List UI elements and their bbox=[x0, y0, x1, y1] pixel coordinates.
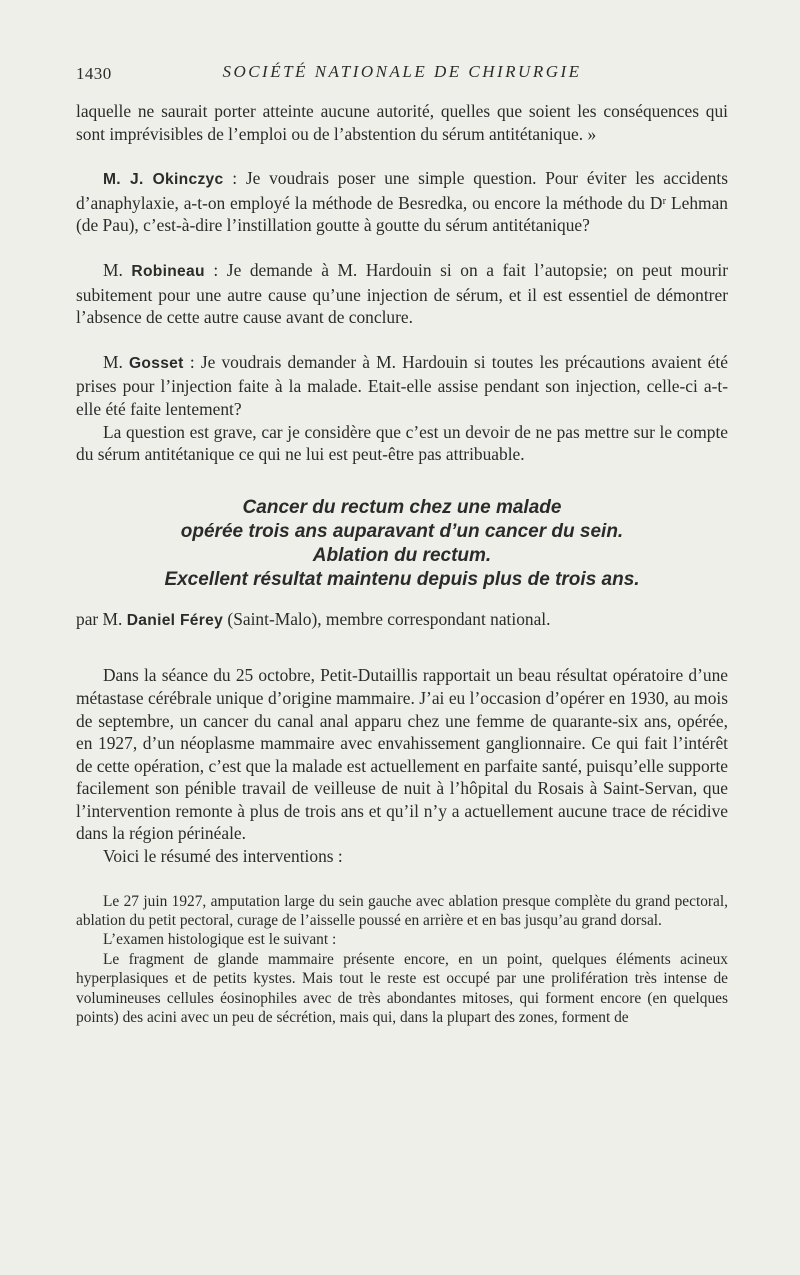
article-intro-paragraph: Dans la séance du 25 octobre, Petit-Dutaillis rapportait un beau résultat opératoire d’une métastase cérébrale unique d’origine mammaire. J’ai eu l’occasion d’opérer en 1930, au mois de septembre, un cancer du canal anal apparu chez une femme de quarante-six ans, opérée, en 1927, d’un néoplasme mammaire avec envahissement ganglionnaire. Ce qui fait l’intérêt de cette opération, c’est que la malade est actuellement en parfaite santé, puisqu’elle supporte facilement son pénible travail de veilleuse de nuit à l’hôpital du Rosais à Saint-Servan, que l’intervention remonte à plus de trois ans et qu’il n’y a actuellement aucune trace de récidive dans la région périnéale. bbox=[76, 665, 728, 844]
running-title: SOCIÉTÉ NATIONALE DE CHIRURGIE bbox=[222, 62, 582, 81]
robineau-prefix: M. bbox=[103, 259, 132, 280]
gosset-prefix: M. bbox=[103, 351, 129, 372]
article-title-line: Excellent résultat maintenu depuis plus de trois ans. bbox=[164, 568, 640, 590]
gosset-text: : Je voudrais demander à M. Hardouin si toutes les précautions avaient été prises pour l’injection faite à la malade. Etait-elle assise pendant son injection, celle-ci a-t-elle été faite lentement? bbox=[76, 351, 728, 419]
article-title-line: Ablation du rectum. bbox=[312, 544, 492, 566]
speaker-robineau: Robineau bbox=[131, 262, 205, 280]
byline-suffix: (Saint-Malo), membre correspondant national. bbox=[223, 608, 551, 629]
gosset-intervention bbox=[76, 351, 728, 421]
okinczyc-text: : Je voudrais poser une simple question. Pour éviter les accidents d’anaphylaxie, a-t-on employé la méthode de Besredka, ou encore la méthode du Dʳ Lehman (de Pau), c’est-à-dire l’instillation goutte à goutte du sérum antitétanique? bbox=[76, 168, 728, 236]
page-number: 1430 bbox=[76, 64, 112, 83]
article-title-line: opérée trois ans auparavant d’un cancer du sein. bbox=[180, 520, 624, 542]
article-title-line: Cancer du rectum chez une malade bbox=[242, 496, 562, 518]
histology-paragraph: Le fragment de glande mammaire présente encore, en un point, quelques éléments acineux hyperplasiques et de petits kystes. Mais tout le reste est occupé par une prolifération très intense de volumineuses cellules éosinophiles avec de très abondantes mitoses, qui forment encore (en quelques points) des acini avec un peu de sécrétion, mais qui, dans la plupart des zones, forment de bbox=[76, 950, 728, 1027]
byline-author: Daniel Férey bbox=[126, 611, 224, 629]
paragraph-continuation: laquelle ne saurait porter atteinte aucune autorité, quelles que soient les conséquences qui sont imprévisibles de l’emploi ou de l’abstention du sérum antitétanique. » bbox=[76, 101, 728, 144]
okinczyc-intervention bbox=[76, 167, 728, 237]
summary-intro: Voici le résumé des interventions : bbox=[103, 846, 343, 867]
article-title bbox=[76, 496, 728, 592]
gosset-intervention-continued: La question est grave, car je considère que c’est un devoir de ne pas mettre sur le compte du sérum antitétanique ce qui ne lui est peut-être pas attribuable. bbox=[76, 421, 728, 465]
robineau-intervention bbox=[76, 259, 728, 329]
byline-prefix: par M. bbox=[76, 608, 127, 629]
speaker-gosset: Gosset bbox=[128, 354, 184, 372]
article-byline bbox=[76, 608, 728, 633]
robineau-text: : Je demande à M. Hardouin si on a fait l’autopsie; on peut mourir subitement pour une autre cause qu’une injection de sérum, et il est essentiel de démontrer l’absence de cette autre cause avant de conclure. bbox=[76, 259, 728, 328]
running-header bbox=[76, 62, 728, 88]
speaker-okinczyc: M. J. Okinczyc bbox=[103, 171, 224, 189]
histology-intro: L’examen histologique est le suivant : bbox=[103, 931, 337, 949]
case-paragraph: Le 27 juin 1927, amputation large du sein gauche avec ablation presque complète du grand pectoral, ablation du petit pectoral, curage de l’aisselle poussé en arrière et en bas jusqu’au grand dorsal. bbox=[76, 892, 728, 930]
